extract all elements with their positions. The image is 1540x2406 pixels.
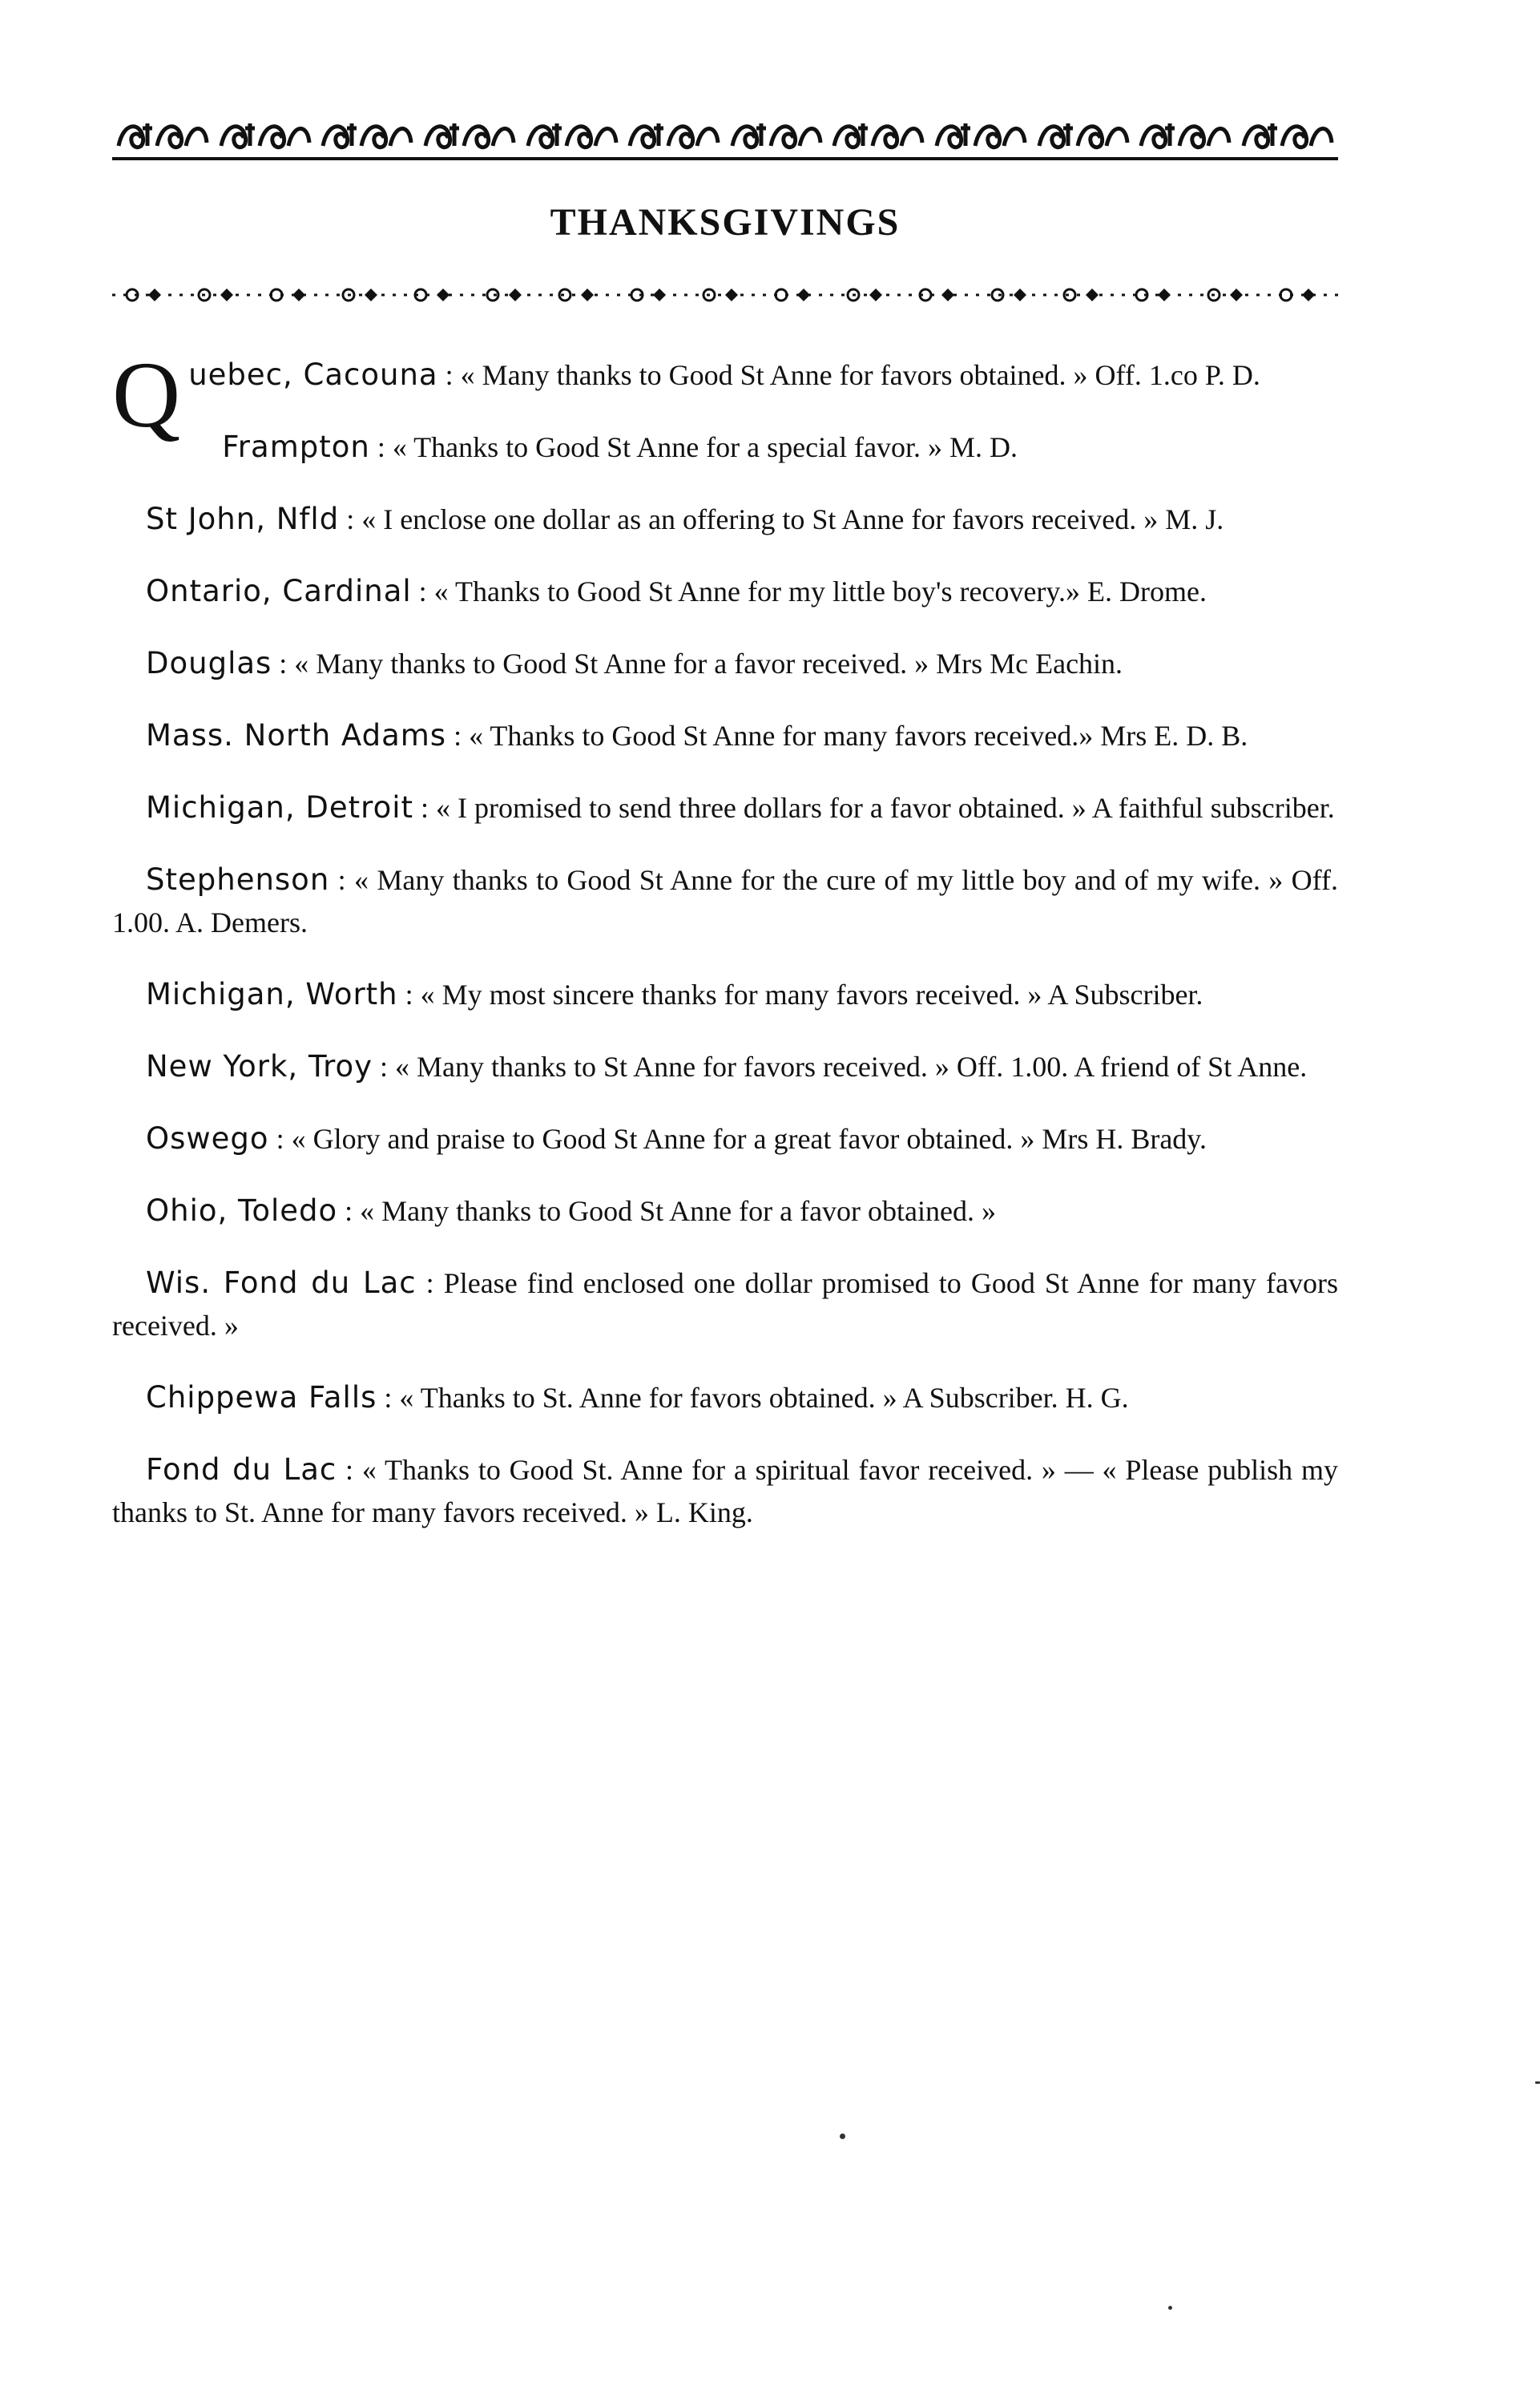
- entry-text: : « Thanks to Good St Anne for a special favor. » M. D.: [369, 431, 1018, 463]
- entry-text: : « Thanks to Good St Anne for many favors received.» Mrs E. D. B.: [446, 720, 1248, 752]
- entry-ontario-cardinal: [112, 570, 1338, 613]
- scroll-ornament-icon: [729, 114, 824, 154]
- entry-chippewa-falls: [112, 1376, 1338, 1419]
- page-title: THANKSGIVINGS: [550, 201, 901, 244]
- ink-speck: [1168, 2306, 1172, 2310]
- entry-text: : « Thanks to St. Anne for favors obtained. » A Subscriber. H. G.: [377, 1382, 1129, 1414]
- entry-text: : « Many thanks to Good St Anne for a favor received. » Mrs Mc Eachin.: [272, 648, 1123, 680]
- entry-text: : « Many thanks to St Anne for favors received. » Off. 1.00. A friend of St Anne.: [373, 1051, 1308, 1083]
- entry-stephenson: [112, 858, 1338, 944]
- entry-text: : Please find enclosed one dollar promised to Good St Anne for many favors received. »: [112, 1267, 1338, 1342]
- top-ornament-border: [112, 104, 1338, 160]
- entry-oswego: [112, 1117, 1338, 1161]
- entry-wis-fond-du-lac: [112, 1262, 1338, 1347]
- entry-text: : « Many thanks to Good St Anne for a favor obtained. »: [337, 1195, 997, 1227]
- drop-cap: Q: [112, 342, 181, 447]
- entry-place: Oswego: [146, 1121, 269, 1156]
- scroll-ornament-icon: [831, 114, 925, 154]
- scroll-ornament-icon: [627, 114, 721, 154]
- entry-place: New York, Troy: [146, 1049, 373, 1084]
- entry-text: : « Glory and praise to Good St Anne for a great favor obtained. » Mrs H. Brady.: [268, 1123, 1207, 1155]
- entry-place: Frampton: [222, 430, 370, 464]
- entry-place: St John, Nfld: [146, 502, 340, 536]
- scroll-ornament-icon: [933, 114, 1028, 154]
- scroll-ornament-icon: [1036, 114, 1131, 154]
- scroll-ornament-icon: [115, 114, 210, 154]
- entry-place: Fond du Lac: [146, 1452, 337, 1487]
- entry-place: Michigan, Detroit: [146, 790, 413, 825]
- entry-place: Ohio, Toledo: [146, 1193, 338, 1228]
- entry-text: : « My most sincere thanks for many favors received. » A Subscriber.: [397, 979, 1203, 1011]
- entry-place: Douglas: [146, 646, 272, 680]
- page: [112, 104, 1338, 1563]
- dotted-rule-ornament: [112, 287, 1338, 303]
- scroll-ornament-icon: [1138, 114, 1232, 154]
- entry-ohio-toledo: [112, 1189, 1338, 1233]
- entry-new-york-troy: [112, 1045, 1338, 1088]
- ink-speck: [840, 2134, 845, 2139]
- scroll-ornament-icon: [525, 114, 619, 154]
- ink-speck: [1535, 2081, 1540, 2084]
- entry-fond-du-lac: [112, 1448, 1338, 1534]
- entry-douglas: [112, 642, 1338, 685]
- entry-place: uebec, Cacouna: [188, 357, 438, 392]
- entry-text: : « I enclose one dollar as an offering to St Anne for favors received. » M. J.: [339, 503, 1224, 535]
- entry-text: : « Thanks to Good St Anne for my little boy's recovery.» E. Drome.: [411, 575, 1207, 608]
- scroll-ornament-icon: [320, 114, 414, 154]
- thanksgiving-entries: [112, 342, 1338, 1534]
- entry-text: : « Many thanks to Good St Anne for favors obtained. » Off. 1.co P. D.: [437, 359, 1260, 391]
- scroll-ornament-icon: [1240, 114, 1335, 154]
- entry-place: Stephenson: [146, 862, 330, 897]
- entry-place: Wis. Fond du Lac: [146, 1266, 417, 1300]
- scroll-ornament-icon: [422, 114, 517, 154]
- entry-place: Mass. North Adams: [146, 718, 447, 753]
- entry-text: : « Many thanks to Good St Anne for the cure of my little boy and of my wife. » Off. 1.00. A. Demers.: [112, 864, 1338, 939]
- entry-michigan-worth: [112, 973, 1338, 1016]
- scroll-ornament-icon: [218, 114, 312, 154]
- entry-place: Michigan, Worth: [146, 977, 398, 1011]
- entry-mass-north-adams: [112, 714, 1338, 757]
- entry-st-john-nfld: [112, 498, 1338, 541]
- entry-text: : « I promised to send three dollars for a favor obtained. » A faithful subscriber.: [413, 792, 1335, 824]
- entry-frampton: [112, 426, 1338, 469]
- entry-text: : « Thanks to Good St. Anne for a spiritual favor received. » — « Please publish my thanks to St. Anne for many favors received. » L. King.: [112, 1454, 1338, 1528]
- entry-michigan-detroit: [112, 786, 1338, 830]
- entry-place: Ontario, Cardinal: [146, 574, 412, 608]
- entry-place: Chippewa Falls: [146, 1380, 377, 1415]
